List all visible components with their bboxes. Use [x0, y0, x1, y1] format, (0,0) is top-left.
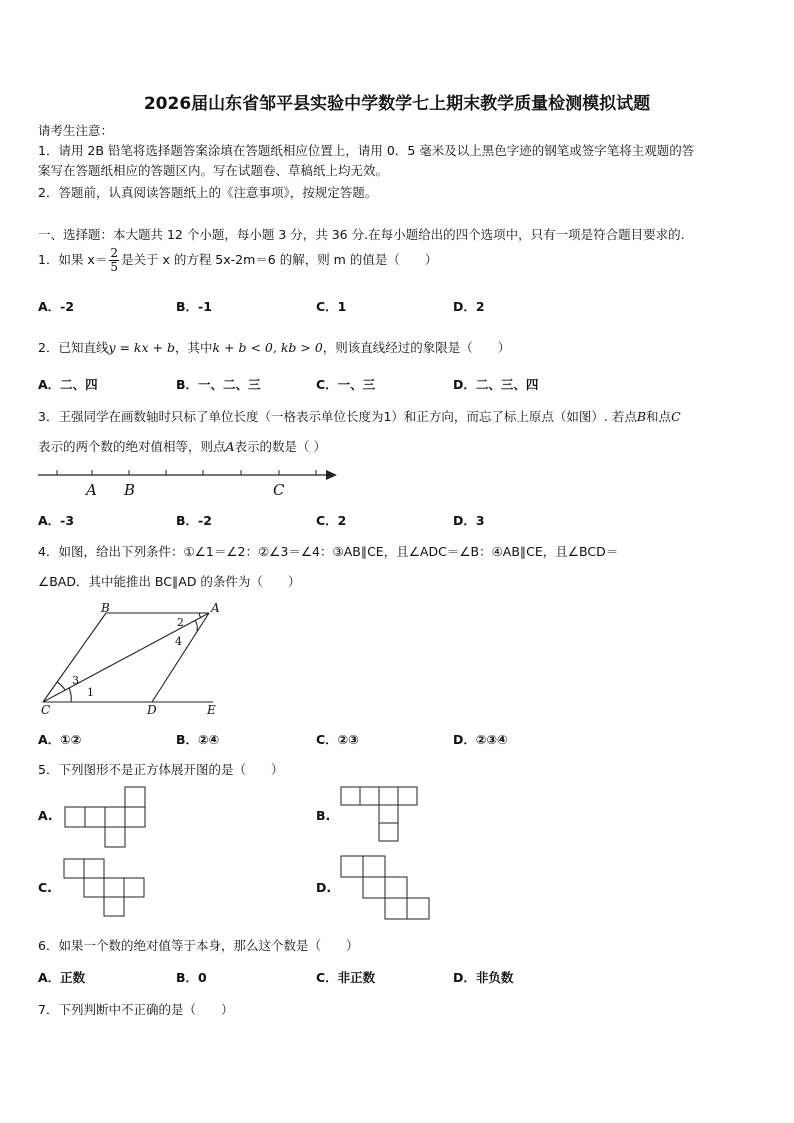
angle-arc-4 [195, 620, 197, 631]
q1-option-a[interactable]: A．-2 [38, 299, 75, 314]
axis-label-a: A [86, 481, 97, 499]
net-figure-d [340, 855, 435, 921]
question-3-line-1 [38, 407, 681, 425]
figure-label-d: D [147, 703, 157, 717]
q6-option-a[interactable]: A．正数 [38, 970, 86, 985]
segment-ac [43, 613, 209, 702]
net-figure-b [340, 786, 425, 842]
figure-label-a: A [211, 601, 220, 615]
q3-line2b: 表示的数是（ ） [234, 439, 327, 454]
q1-option-d[interactable]: D．2 [453, 299, 485, 314]
q5-option-d[interactable]: D. [316, 880, 332, 895]
axis-label-b: B [124, 481, 136, 499]
q1-fraction [109, 247, 119, 274]
q2-option-d[interactable]: D．二、三、四 [453, 377, 539, 392]
q2-equation: y = kx + b [108, 340, 175, 355]
q3-and: 和点 [646, 409, 672, 424]
axis-label-c: C [273, 481, 285, 499]
q3-option-c[interactable]: C．2 [316, 513, 347, 528]
q4-option-d[interactable]: D．②③④ [453, 732, 508, 747]
figure-label-e: E [207, 703, 216, 717]
q2-condition: k + b < 0, kb > 0 [212, 340, 323, 355]
question-7-stem: 7．下列判断中不正确的是（ ） [38, 1002, 234, 1017]
question-4-line-1: 4．如图，给出下列条件：①∠1＝∠2：②∠3＝∠4：③AB∥CE，且∠ADC＝∠B：④AB∥CE，且∠BCD＝ [38, 544, 619, 559]
q3-line1: 3．王强同学在画数轴时只标了单位长度（一格表示单位长度为1）和正方向，而忘了标上原点（如图）. 若点 [38, 409, 637, 424]
q2-mid: ，其中 [174, 340, 213, 355]
q5-option-c[interactable]: C. [38, 880, 52, 895]
page-title: 2026届山东省邹平县实验中学数学七上期末教学质量检测模拟试题 [143, 94, 651, 114]
question-4-line-2: ∠BAD．其中能推出 BC∥AD 的条件为（ ） [38, 574, 301, 589]
segment-bc [43, 613, 106, 702]
figure-angle-3: 3 [72, 674, 79, 687]
angle-arc-3 [57, 682, 65, 690]
section-heading: 一、选择题：本大题共 12 个小题，每小题 3 分，共 36 分.在每小题给出的四个选项中，只有一项是符合题目要求的. [38, 227, 685, 242]
q3-option-a[interactable]: A．-3 [38, 513, 75, 528]
net-figure-a [63, 786, 148, 850]
notice-heading: 请考生注意： [38, 123, 114, 138]
q1-fraction-denominator: 5 [110, 260, 118, 274]
q2-option-a[interactable]: A．二、四 [38, 377, 98, 392]
q1-option-c[interactable]: C．1 [316, 299, 347, 314]
parallelogram-figure [35, 598, 235, 720]
question-2-stem [38, 338, 510, 356]
q6-option-d[interactable]: D．非负数 [453, 970, 514, 985]
q1-suffix: 是关于 x 的方程 5x-2m＝6 的解，则 m 的值是（ ） [120, 252, 438, 267]
angle-arc-2 [199, 613, 201, 618]
q3-point-b: B [636, 409, 647, 424]
q5-option-b[interactable]: B. [316, 808, 331, 823]
number-line-ticks [57, 470, 316, 475]
question-6-stem: 6．如果一个数的绝对值等于本身，那么这个数是（ ） [38, 938, 359, 953]
q1-prefix: 1．如果 x＝ [38, 252, 108, 267]
q1-fraction-numerator: 2 [110, 246, 118, 260]
question-3-line-2 [38, 437, 326, 455]
q3-point-a: A [225, 439, 235, 454]
q6-option-b[interactable]: B．0 [176, 970, 207, 985]
question-1-stem [38, 245, 437, 275]
notice-line-2: 2．答题前，认真阅读答题纸上的《注意事项》，按规定答题。 [38, 185, 378, 200]
q3-line2a: 表示的两个数的绝对值相等，则点 [38, 439, 226, 454]
q2-prefix: 2．已知直线 [38, 340, 109, 355]
net-figure-c [63, 858, 153, 918]
q1-option-b[interactable]: B．-1 [176, 299, 212, 314]
figure-label-c: C [41, 703, 51, 717]
number-line-figure [35, 462, 345, 502]
notice-line-1b: 案写在答题纸相应的答题区内。写在试题卷、草稿纸上均无效。 [38, 163, 389, 178]
q3-option-b[interactable]: B．-2 [176, 513, 212, 528]
figure-label-b: B [101, 601, 110, 615]
q6-option-c[interactable]: C．非正数 [316, 970, 376, 985]
angle-arc-1 [69, 688, 71, 702]
q2-suffix: ，则该直线经过的象限是（ ） [322, 340, 511, 355]
number-line-arrow [326, 470, 337, 480]
figure-angle-1: 1 [87, 686, 94, 699]
figure-angle-4: 4 [175, 635, 182, 648]
notice-line-1a: 1．请用 2B 铅笔将选择题答案涂填在答题纸相应位置上，请用 0．5 毫米及以上黑色字迹的钢笔或签字笔将主观题的答 [38, 143, 695, 158]
q3-point-c: C [671, 409, 681, 424]
q2-option-b[interactable]: B．一、二、三 [176, 377, 261, 392]
q4-option-a[interactable]: A．①② [38, 732, 82, 747]
q5-option-a[interactable]: A. [38, 808, 53, 823]
q4-option-b[interactable]: B．②④ [176, 732, 220, 747]
question-5-stem: 5．下列图形不是正方体展开图的是（ ） [38, 762, 284, 777]
q4-option-c[interactable]: C．②③ [316, 732, 359, 747]
q3-option-d[interactable]: D．3 [453, 513, 485, 528]
figure-angle-2: 2 [177, 616, 184, 629]
q2-option-c[interactable]: C．一、三 [316, 377, 376, 392]
